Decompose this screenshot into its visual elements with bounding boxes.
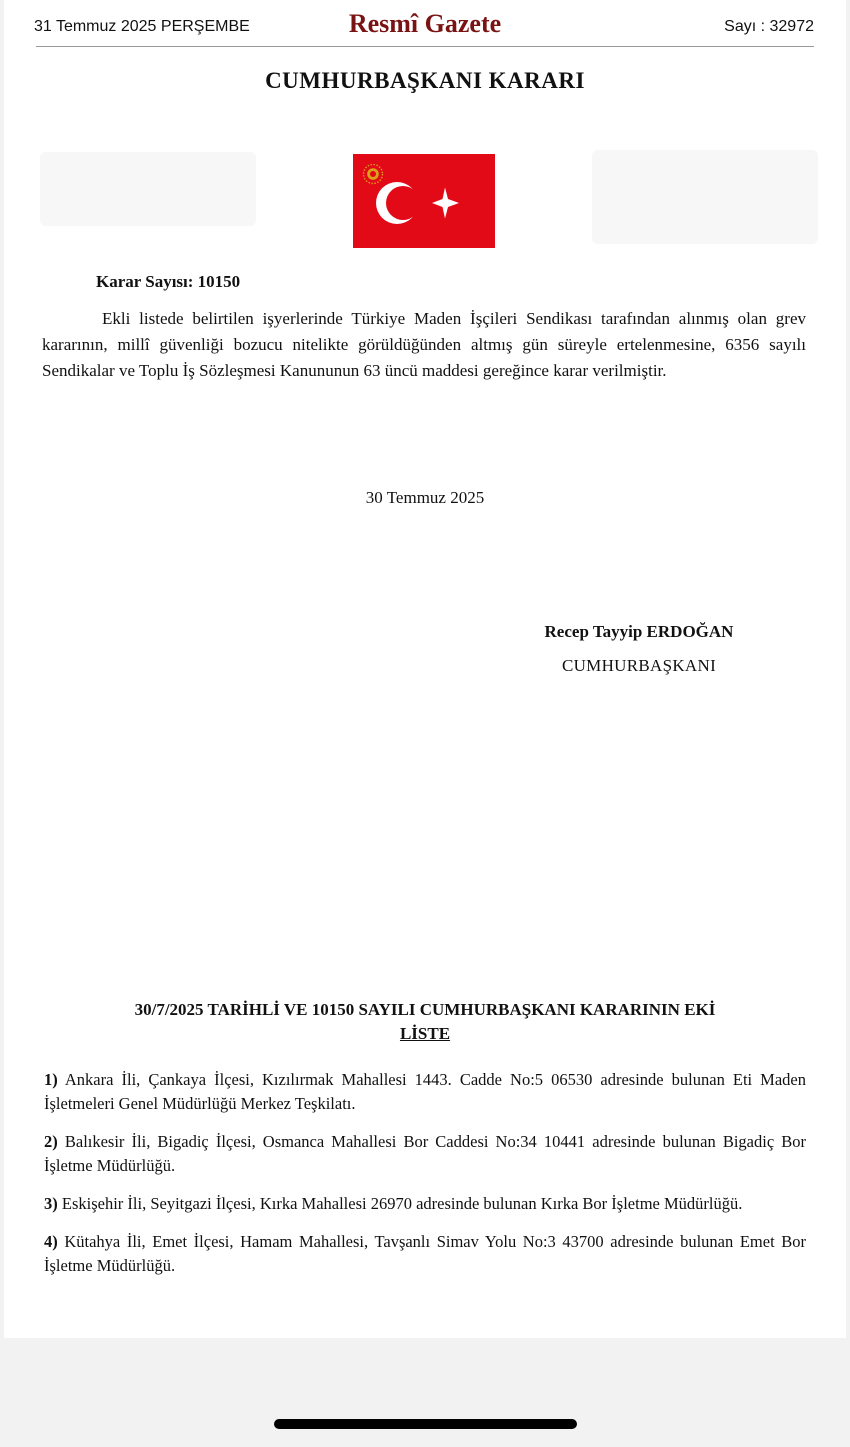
signer-name: Recep Tayyip ERDOĞAN [544,622,734,641]
list-item-text: Ankara İli, Çankaya İlçesi, Kızılırmak Mahallesi 1443. Cadde No:5 06530 adresinde bulunan Eti Maden İşletmeleri Genel Müdürlüğü Merkez Teşkilatı. [44,1070,806,1113]
decree-body: Ekli listede belirtilen işyerlerinde Türkiye Maden İşçileri Sendikası tarafından alınmış olan grev kararının, millî güvenliği bozucu nitelikte görüldüğünden altmış gün süreyle ertelenmesine, 6356 sayılı Sendikalar ve Toplu İş Sözleşmesi Kanununun 63 üncü maddesi gereğince karar verilmiştir. [42,309,806,380]
gazette-name: Resmî Gazete [348,9,502,38]
annex-heading: 30/7/2025 TARİHLİ VE 10150 SAYILI CUMHURBAŞKANI KARARININ EKİ [134,1000,716,1019]
list-item-text: Eskişehir İli, Seyitgazi İlçesi, Kırka Mahallesi 26970 adresinde bulunan Kırka Bor İşletme Müdürlüğü. [61,1194,743,1213]
blurred-area-left [40,152,256,226]
document-title: CUMHURBAŞKANI KARARI [265,68,585,93]
gazette-page [4,0,846,1338]
list-item [44,1230,806,1278]
header-divider [36,46,814,47]
turkish-flag-icon [353,154,495,248]
signature-date: 30 Temmuz 2025 [365,488,485,507]
decree-number: Karar Sayısı: 10150 [96,272,241,291]
list-item-text: Balıkesir İli, Bigadiç İlçesi, Osmanca Mahallesi Bor Caddesi No:34 10441 adresinde bulunan Bigadiç Bor İşletme Müdürlüğü. [44,1132,807,1175]
signer-title: CUMHURBAŞKANI [561,656,717,675]
list-item [44,1192,806,1216]
annex-subheading: LİSTE [399,1024,451,1043]
list-item-text: Kütahya İli, Emet İlçesi, Hamam Mahallesi, Tavşanlı Simav Yolu No:3 43700 adresinde bulunan Emet Bor İşletme Müdürlüğü. [44,1232,806,1275]
list-item-number: 1) [44,1070,58,1089]
blurred-area-right [592,150,818,244]
gazette-date: 31 Temmuz 2025 PERŞEMBE [34,18,250,35]
list-item-number: 3) [44,1194,58,1213]
gazette-issue: Sayı : 32972 [724,18,814,35]
annex-list [44,1068,806,1292]
list-item-number: 2) [44,1132,58,1151]
list-item-number: 4) [44,1232,58,1251]
home-indicator[interactable] [274,1419,577,1429]
list-item [44,1068,806,1116]
list-item [44,1130,806,1178]
